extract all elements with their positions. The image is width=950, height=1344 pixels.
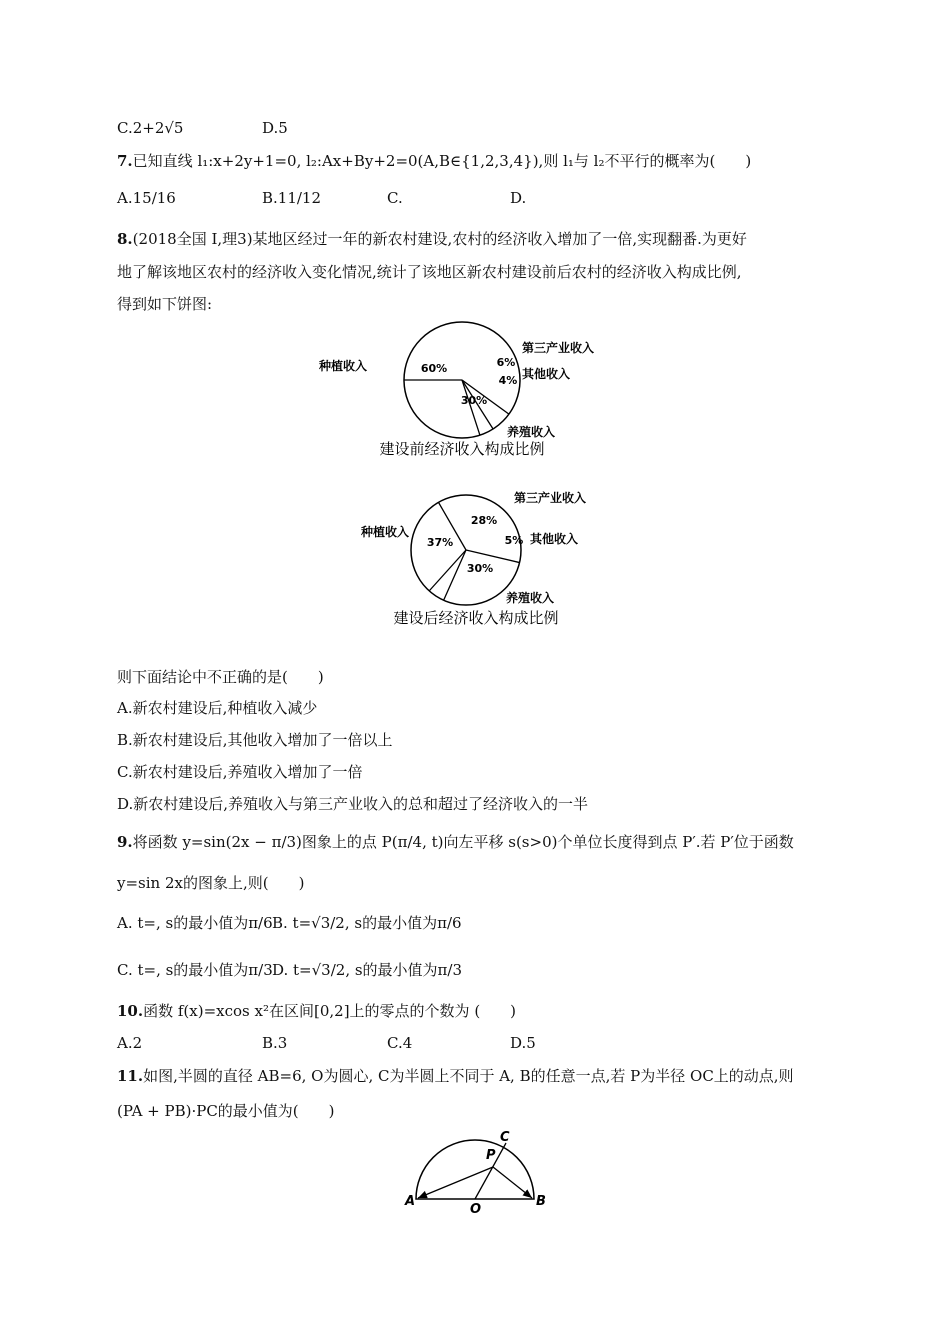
pie-slice-boundary <box>466 550 520 563</box>
pie-chart-after <box>360 490 586 627</box>
pie-value-label: 28% <box>470 514 498 527</box>
label-p: P <box>486 1148 496 1163</box>
q7-option-c: C. <box>387 189 403 207</box>
q8-option-d: D.新农村建设后,养殖收入与第三产业收入的总和超过了经济收入的一半 <box>117 795 589 813</box>
q11-stem-1: 如图,半圆的直径 AB=6, O为圆心, C为半圆上不同于 A, B的任意一点,若 P为半径 OC上的动点,则 <box>143 1067 794 1085</box>
pie-title: 建设前经济收入构成比例 <box>379 440 545 458</box>
q11-stem-line-2: (PA + PB)·PC的最小值为( ) <box>117 1102 335 1120</box>
pie-value-label: 6% <box>496 356 516 369</box>
vector-pb <box>493 1167 532 1198</box>
q7-option-b: B.11/12 <box>262 189 322 207</box>
label-c: C <box>500 1130 510 1145</box>
pie-category-label: 种植收入 <box>318 359 367 373</box>
q8-number: 8. <box>117 230 133 248</box>
q10-option-a: A.2 <box>117 1034 143 1052</box>
pie-category-label: 养殖收入 <box>506 591 555 605</box>
q11-number: 11. <box>117 1067 144 1085</box>
q9-option-c: C. t=, s的最小值为π/3 <box>117 961 273 979</box>
pie-category-label: 种植收入 <box>360 525 409 539</box>
pie-title: 建设后经济收入构成比例 <box>393 609 559 627</box>
vector-pa <box>418 1167 493 1198</box>
pie-slice-boundary <box>444 550 466 600</box>
semicircle-arc <box>416 1140 534 1199</box>
pie-slice-boundary <box>429 550 466 591</box>
q8-stem-line-1 <box>117 229 747 249</box>
q9-option-b: B. t=√3/2, s的最小值为π/6 <box>272 914 462 932</box>
q10-option-b: B.3 <box>262 1034 288 1052</box>
q7-stem-line <box>117 151 751 171</box>
q10-number: 10. <box>117 1002 144 1020</box>
q6-option-d: D.5 <box>262 119 288 137</box>
pie-value-label: 60% <box>420 362 448 375</box>
label-b: B <box>536 1194 546 1209</box>
semicircle-figure <box>400 1125 560 1215</box>
q8-stem-line-3: 得到如下饼图: <box>117 295 213 313</box>
q8-stem-1: (2018全国 Ⅰ,理3)某地区经过一年的新农村建设,农村的经济收入增加了一倍,实现翻番.为更好 <box>132 230 747 248</box>
q9-stem-line-2: y=sin 2x的图象上,则( ) <box>117 874 305 892</box>
q11-stem-line-1 <box>117 1066 794 1086</box>
pie-value-label: 37% <box>426 536 454 549</box>
q10-option-d: D.5 <box>510 1034 536 1052</box>
pie-category-label: 第三产业收入 <box>522 341 595 355</box>
q8-stem-line-2: 地了解该地区农村的经济收入变化情况,统计了该地区新农村建设前后农村的经济收入构成比例, <box>117 263 742 281</box>
pie-slice-boundary <box>462 380 480 435</box>
pie-value-label: 30% <box>466 562 494 575</box>
q9-option-d: D. t=√3/2, s的最小值为π/3 <box>272 961 463 979</box>
q8-option-a: A.新农村建设后,种植收入减少 <box>117 699 318 717</box>
label-o: O <box>470 1202 482 1215</box>
q9-option-a: A. t=, s的最小值为π/6 <box>117 914 273 932</box>
q8-option-c: C.新农村建设后,养殖收入增加了一倍 <box>117 763 363 781</box>
pie-category-label: 其他收入 <box>530 532 579 546</box>
pie-charts <box>0 320 950 650</box>
pie-value-label: 30% <box>460 394 488 407</box>
q7-option-d: D. <box>510 189 527 207</box>
q10-option-c: C.4 <box>387 1034 413 1052</box>
q6-option-c: C.2+2√5 <box>117 119 184 137</box>
pie-value-label: 5% <box>504 534 524 547</box>
q10-stem: 函数 f(x)=xcos x²在区间[0,2]上的零点的个数为 ( ) <box>143 1002 517 1020</box>
q8-question: 则下面结论中不正确的是( ) <box>117 668 324 686</box>
pie-category-label: 养殖收入 <box>507 425 556 439</box>
pie-chart-before <box>318 322 594 458</box>
q9-number: 9. <box>117 833 133 851</box>
q8-option-b: B.新农村建设后,其他收入增加了一倍以上 <box>117 731 393 749</box>
pie-category-label: 第三产业收入 <box>514 491 587 505</box>
pie-category-label: 其他收入 <box>522 367 571 381</box>
q7-number: 7. <box>117 152 133 170</box>
q9-stem-line-1 <box>117 832 794 852</box>
pie-value-label: 4% <box>498 374 518 387</box>
q9-stem-1: 将函数 y=sin(2x − π/3)图象上的点 P(π/4, t)向左平移 s(s>0)个单位长度得到点 P′.若 P′位于函数 <box>132 833 794 851</box>
q7-stem: 已知直线 l₁:x+2y+1=0, l₂:Ax+By+2=0(A,B∈{1,2,3,4}),则 l₁与 l₂不平行的概率为( ) <box>132 152 752 170</box>
q10-stem-line <box>117 1001 516 1021</box>
label-a: A <box>405 1194 416 1209</box>
q7-option-a: A.15/16 <box>117 189 176 207</box>
